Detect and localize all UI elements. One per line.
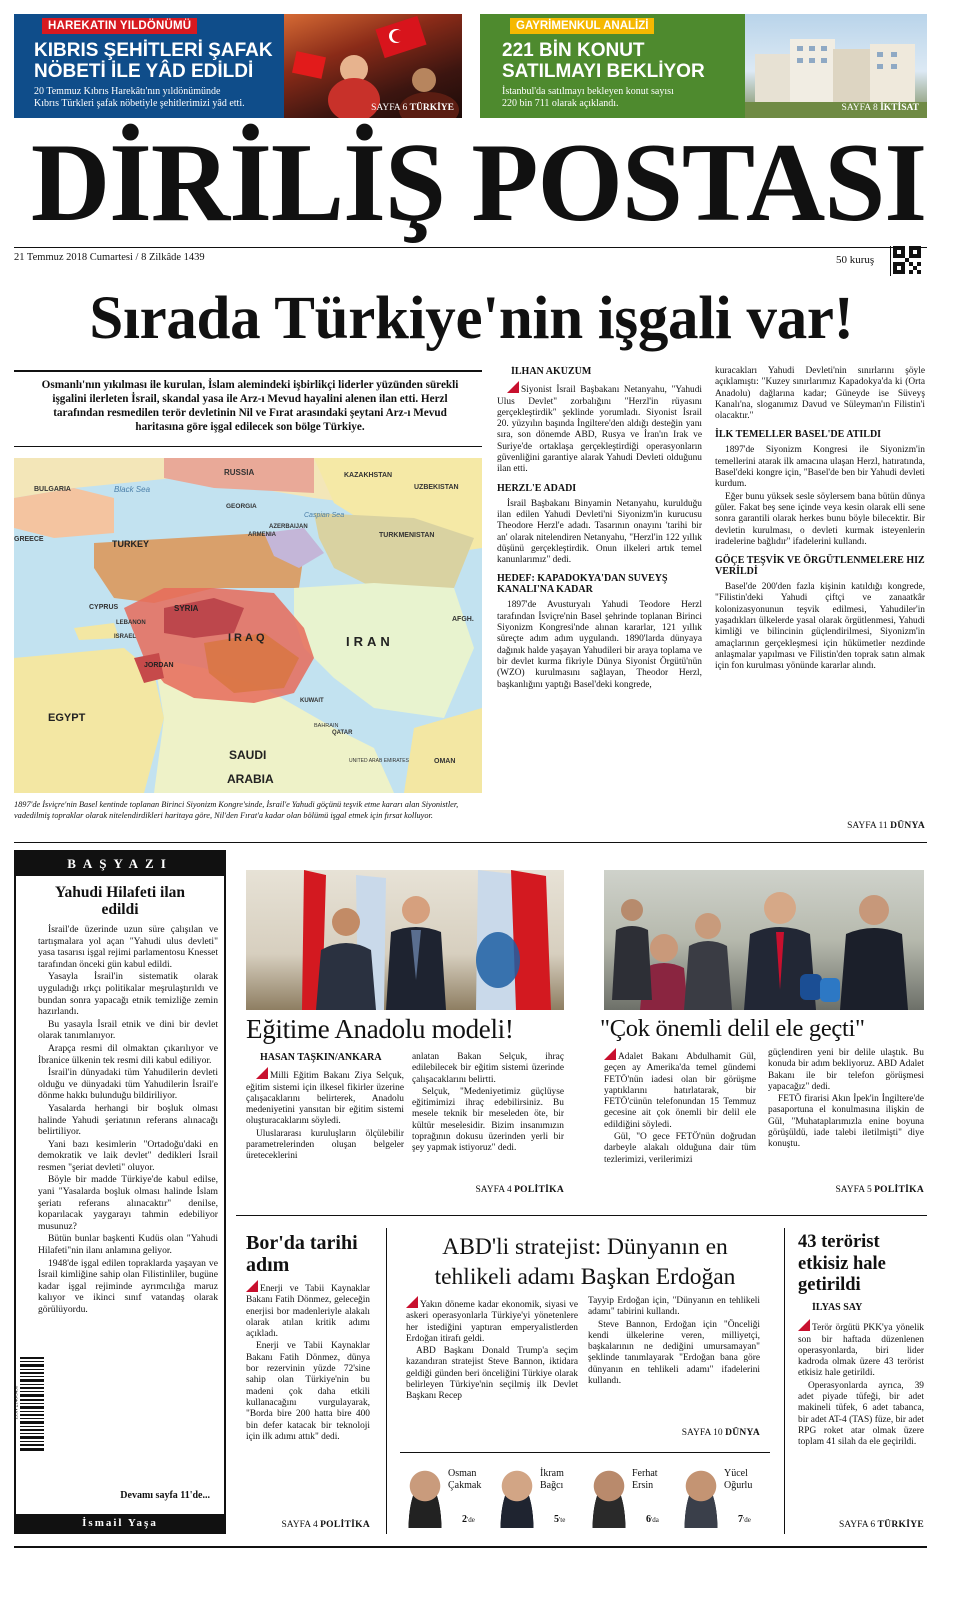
mid-divider — [236, 1215, 927, 1216]
story-marker-icon — [256, 1067, 268, 1079]
map-label-kazakhstan: KAZAKHSTAN — [344, 472, 393, 479]
editorial-paragraph: Yani bazı kesimlerin "Ortadoğu'daki en demokratik ve laik devlet" dedikleri İsrail resmen "şeriat devleti" oluyor. — [38, 1138, 218, 1173]
editorial-paragraph: Yasayla İsrail'in sistematik olarak uyguladığı ırkçı politikalar meşrulaştırıldı ve bundan sonra yapacağı etnik temizliğe zemin hazırlandı. — [38, 971, 218, 1018]
story-marker-icon — [246, 1280, 258, 1292]
editorial-paragraph: Böyle bir madde Türkiye'de kabul edilse, yani "Yasalarda boşluk olması halinde İslam şeriatı referans alınacaktır" denilse, koparılacak yaygarayı tahmin edebiliyor musunuz? — [38, 1174, 218, 1232]
lead-summary: Osmanlı'nın yıkılması ile kurulan, İslam alemindeki işbirlikçi liderler yüzünden sürekli işgalini ilerleten İsrail, skandal yasa ile Arz-ı Mevud hayalini alenen ilan etti. Herzl tarafından resmedilen terör devletinin Nil ve Fırat arasındaki şeytani Arz-ı Mevud haritasına göre işgal edilecek son bölge Türkiye. — [41, 379, 459, 433]
columnist-last-name: Oğurlu — [724, 1480, 753, 1491]
banner-right-ref: SAYFA 8 İKTİSAT — [841, 103, 919, 113]
strategist-title-line2: tehlikeli adamı Başkan Erdoğan — [434, 1264, 736, 1290]
columnist-first-name: Yücel — [724, 1468, 748, 1479]
lead-col1-p2: İsrail Başbakanı Binyamin Netanyahu, kurulduğu ilan edilen Yahudi Devleti'ni Siyonizm'in kurucusu Theodore Herzl'e adadı. Tasarının onayını 'tarihi bir an' olarak nitelendiren Netanyahu, "Herzl'in 122 yıllık düşünü gerçekleştirdik. Onun ilkeleri artık temel kanunlarımız" dedi. — [497, 498, 702, 566]
lead-col2-p3: Eğer bunu yüksek sesle söylersem bana bütün dünya güler. Fakat beş sene içinde veya kesin olarak elli sene sonra garantili olarak herkes bunu böyle bilecektir. Bir devletin kurulması, o devleti kurmak isteyenlerin iradelerine bağlıdır" ifadelerini kullandı. — [715, 491, 925, 547]
editorial-paragraph: İsrail'in dünyadaki tüm Yahudilerin devleti olduğu ve dünyadaki tüm Yahudilerin İsrail'e dönme hakkı bulunduğu bildiriliyor. — [38, 1067, 218, 1102]
boron-body — [246, 1280, 370, 1518]
map-label-azerbaijan: AZERBAIJAN — [269, 524, 308, 530]
main-headline: Sırada Türkiye'nin işgali var! — [89, 285, 854, 352]
columnist-ferhat-ersin[interactable] — [588, 1462, 680, 1532]
lead-author: İLHAN AKÜZÜM — [511, 366, 592, 377]
strategist-paragraph: Yakın döneme kadar ekonomik, siyasi ve askeri operasyonlarla Türkiye'yi yönetenlere her istediğini yaptıran emperyalistlerden Erdoğan itirafı geldi. — [406, 1300, 578, 1344]
map-label-turkey: TURKEY — [112, 539, 150, 549]
columnist-yucel-ogurlu[interactable] — [680, 1462, 772, 1532]
evidence-paragraph: Adalet Bakanı Abdulhamit Gül, geçen ay Amerika'da temel gündemi FETÖ'nün iadesi olan bir görüşme yaptıklarını hatırlatarak, bir FETÖ'cünün telefonundan 15 Temmuz gecesine ait çok önemli bir delil ele edildiğini söyledi. — [604, 1052, 756, 1130]
columnist-ikram-bagci[interactable] — [496, 1462, 588, 1532]
strategist-paragraph: Tayyip Erdoğan için, "Dünyanın en tehlikeli adamı" tabirini kullandı. — [588, 1296, 760, 1318]
avatar — [404, 1468, 446, 1528]
banner-right[interactable] — [480, 14, 927, 118]
barcode-text: ISSN 2146-9490 — [14, 1385, 20, 1420]
story-marker-icon — [798, 1319, 810, 1331]
columnist-page: 7 — [738, 1514, 743, 1525]
lead-article-col2 — [715, 366, 925, 821]
education-paragraph: Selçuk, "Medeniyetimiz güçlüyse eğitimimizi ihraç edebilirsiniz. Bu mesele teknik bir meseleden öte, bir kültür meselesidir. Bizim insanımızın toprağının dokusu üzerinden yerli bir şey yapmak istiyoruz" dedi. — [412, 1086, 564, 1154]
boron-paragraph: Enerji ve Tabii Kaynaklar Bakanı Fatih Dönmez, dünya bor rezervinin yüzde 72'sine sahip olan Türkiye'nin bu madeni çok daha etkili kullanacağını vurgulayarak, "Borda bire 200 hatta bire 400 bin defer katacak bir teknoloji için ilk adımı attık" dedi. — [246, 1341, 370, 1442]
evidence-photo — [604, 870, 924, 1010]
lead-col2-p1: kuracakları Yahudi Devleti'nin sınırlarını şöyle açıklamıştı: "Kuzey sınırlarımız Kapadokya'da ki (Orta Anadolu) dağlarına kadar; Güneyde ise Süveyş Kanalı'na, sloganımız Davud ve Süleyman'ın Filistin'i olacaktır." — [715, 366, 925, 422]
editorial-body — [38, 924, 218, 1484]
price: 50 kuruş — [836, 254, 875, 266]
columnist-page: 2 — [462, 1514, 467, 1525]
terror-body — [798, 1302, 924, 1518]
columnist-suffix: 'de — [743, 1516, 751, 1524]
map-label-russia: RUSSIA — [224, 468, 255, 477]
education-paragraph: Uluslararası kuruluşların ölçülebilir parametrelerinden oluşan belgeler üreteceklerini — [246, 1128, 404, 1162]
columnist-suffix: 'de — [467, 1516, 475, 1524]
map-label-bulgaria: BULGARIA — [34, 486, 71, 493]
map-label-cyprus: CYPRUS — [89, 604, 119, 611]
map-label-armenia: ARMENIA — [248, 532, 276, 538]
education-byline: HASAN TAŞKIN/ANKARA — [260, 1052, 382, 1063]
terror-paragraph: Terör örgütü PKK'ya yönelik son bir haftada düzenlenen operasyonlarda, biri lider kadroda olmak üzere 43 terörist etkisiz hale getirildi. — [798, 1323, 924, 1379]
lead-col2-p4: Basel'de 200'den fazla kişinin katıldığı kongrede, "Filistin'deki Yahudi çiftçi ve zanaatkâr kolonizasyonunun teşvik edilmesi, Yahudiler'in yaşadıkları ülkelerde yasal olarak örgütlenmesi, Yahudi kimliği ve bilincinin güçlendirilmesi, Siyonizm'in amaçlarının gerçekleşmesi için hükümetler nezdinde anlaşmalar yapılması ve Filistin'den toprak satın almak için fon kurulması yönünde kararlar alındı. — [715, 582, 925, 672]
section-divider — [14, 842, 927, 843]
banner-right-kicker: GAYRİMENKUL ANALİZİ — [510, 18, 654, 34]
strategist-col1 — [406, 1296, 578, 1442]
map-label-kuwait: KUWAIT — [300, 698, 324, 704]
terror-paragraph: Operasyonlarda ayrıca, 39 adet piyade tüfeği, bir adet makineli tüfek, 6 adet tabanca, bir adet AT-4 (TAS) füze, bir adet RPG roket atar olmak üzere toplam 41 silah da ele geçirildi. — [798, 1380, 924, 1448]
terror-title[interactable]: 43 terörist etkisiz hale getirildi — [798, 1232, 886, 1295]
map-caption: 1897'de İsviçre'nin Basel kentinde toplanan Birinci Siyonizm Kongre'sinde, İsrail'e Yahudi göçünü teşvik etme kararı alan Siyonistler, vadedilmiş topraklar olarak nitelendirdikleri haritaya göre, Nil'den Fırat'a kadar olan bölümü işgal etmek için fırsat kolluyor. — [14, 800, 459, 820]
editorial-paragraph: Arapça resmi dil olmaktan çıkarılıyor ve İbranice ülkenin tek resmi dili kabul ediliyor. — [38, 1042, 218, 1066]
education-photo — [246, 870, 564, 1010]
columnists-strip — [404, 1462, 772, 1532]
editorial-paragraph: Bütün bunlar başkenti Kudüs olan "Yahudi Hilafeti"nin ilanı anlamına geliyor. — [38, 1233, 218, 1257]
columnist-page: 6 — [646, 1514, 651, 1525]
boron-paragraph: Enerji ve Tabii Kaynaklar Bakanı Fatih Dönmez, geleceğin enerjisi bor madenleriyle alakalı olarak atılan kritik adımı açıkladı. — [246, 1284, 370, 1340]
columnist-page: 5 — [554, 1514, 559, 1525]
strategist-page-ref[interactable]: SAYFA 10 DÜNYA — [681, 1428, 760, 1438]
education-paragraph: Milli Eğitim Bakanı Ziya Selçuk, eğitim sistemi için ilkesel fikirler üzerine çalışacaklarını belirterek, Anadolu medeniyetini yansıtan bir eğitim sistemi oluşturacaklarını söyledi. — [246, 1071, 404, 1127]
strategist-title-line1: ABD'li stratejist: Dünyanın en — [442, 1234, 728, 1260]
israel-map-image — [14, 458, 482, 793]
map-label-uzbekistan: UZBEKISTAN — [414, 484, 459, 491]
banner-right-desc: İstanbul'da satılmayı bekleyen konut sayısı 220 bin 711 olarak açıklandı. — [502, 86, 674, 109]
evidence-col2 — [768, 1048, 924, 1182]
map-label-oman: OMAN — [434, 758, 456, 765]
banner-left[interactable] — [14, 14, 462, 118]
columnist-first-name: İkram — [540, 1468, 564, 1479]
map-label-black-sea: Black Sea — [114, 485, 151, 494]
editorial-author: İsmail Yaşa — [16, 1514, 224, 1532]
lead-page-ref[interactable]: SAYFA 11 DÜNYA — [847, 821, 925, 831]
banner-left-desc: 20 Temmuz Kıbrıs Harekâtı'nın yıldönümünde Kıbrıs Türkleri şafak nöbetiyle şehitlerimizi yâd etti. — [34, 86, 245, 109]
evidence-paragraph: FETÖ firarisi Akın İpek'in İngiltere'de pasaportuna el konulmasına ilişkin de Gül, "Muhataplarımızla enine boyuna görüşüldü, iade talebi iletilmişti" diye konuştu. — [768, 1094, 924, 1150]
banner-left-ref: SAYFA 6 TÜRKİYE — [371, 103, 454, 113]
map-label-georgia: GEORGIA — [226, 503, 257, 510]
lead-subhead-herzl: HERZL'E ADADI — [497, 482, 577, 494]
editorial-paragraph: 1948'de işgal edilen topraklarda yaşayan ve İsrail kimliğine sahip olan Filistinliler, bugüne kadar işgal rejiminde ayrımcılığa maruz kalıyor ve ikinci sınıf vatandaş olarak görülüyordu. — [38, 1257, 218, 1315]
map-label-iraq: IRAQ — [228, 632, 268, 644]
lead-col1-p1: Siyonist İsrail Başbakanı Netanyahu, "Yahudi Ulus Devlet" zorbalığını "Herzl'in rüyasını gerçekleştirdik" şeklinde yorumladı. Siyonist İsrail 20. yüzyılın başında İngiltere'den aldığı desteğin yanı sıra, son dönemde ABD, Rusya ve İran'ın Irak ve Suriye'de ortaklaşa gerçekleştirdiği operasyonların güvenliğini garantiye alarak Yahudi Devleti olduğunu ilan etti. — [497, 385, 702, 475]
evidence-title[interactable]: "Çok önemli delil ele geçti" — [600, 1015, 865, 1042]
map-label-caspian: Caspian Sea — [304, 512, 345, 519]
qr-code-icon — [890, 246, 920, 276]
strategist-paragraph: ABD Başkanı Donald Trump'a seçim kazandıran stratejist Steve Bannon, iktidara geldiği günden beri önceliğini Türkiye olarak belirleyen Türkiye'nin seçilmiş ilk Devlet Başkanı Recep — [406, 1346, 578, 1402]
map-label-jordan: JORDAN — [144, 662, 174, 669]
story-marker-icon — [604, 1048, 616, 1060]
boron-title[interactable]: Bor'da tarihi adım — [246, 1232, 358, 1276]
columnist-first-name: Osman — [448, 1468, 477, 1479]
map-label-lebanon: LEBANON — [116, 620, 146, 626]
editorial-label: BAŞYAZI — [16, 852, 224, 876]
map-label-syria: SYRIA — [174, 604, 199, 613]
education-paragraph: anlatan Bakan Selçuk, ihraç edilebilecek bir eğitim sistemi üzerinde çalışacaklarını belirtti. — [412, 1052, 564, 1085]
lead-bottom-rule — [14, 446, 482, 447]
issue-date: 21 Temmuz 2018 Cumartesi / 8 Zilkâde 1439 — [14, 252, 205, 263]
map-label-uae: UNITED ARAB EMIRATES — [349, 758, 409, 764]
evidence-page-ref[interactable]: SAYFA 5 POLİTİKA — [835, 1185, 924, 1195]
lead-article-col1 — [497, 366, 702, 836]
strategist-paragraph: Steve Bannon, Erdoğan için "Önceliği kendi ülkelerine veren, milliyetçi, başkalarının ne dediğini umursamayan" şeklinde tanımlayarak "Erdoğan bana göre dünyanın en tehlikeli adamı" ifadelerini kullandı. — [588, 1319, 760, 1387]
map-label-turkmenistan: TURKMENISTAN — [379, 532, 435, 539]
page-bottom-rule — [14, 1546, 927, 1548]
map-label-israel: ISRAEL — [114, 634, 137, 640]
terror-page-ref[interactable]: SAYFA 6 TÜRKİYE — [838, 1520, 924, 1530]
columnist-last-name: Ersin — [632, 1480, 654, 1491]
strategist-title[interactable] — [400, 1232, 770, 1292]
story-marker-icon — [507, 381, 519, 393]
boron-right-rule — [386, 1228, 387, 1534]
columnist-suffix: 'te — [559, 1516, 566, 1524]
map-label-arabia: ARABIA — [227, 772, 274, 786]
lead-col1-p3: 1897'de Avusturyalı Yahudi Teodore Herzl tarafından İsviçre'nin Basel şehrinde toplanan Birinci Siyonizm Kongresi'nde alınan kararlar, 121 yıllık süreçte adım adım uygulandı. 1890'larda dünyaya dağınık halde yaşayan Yahudileri bir araya toplama ve bir devlet kurma fikriyle Dünya Siyonist Örgütü'nün (WZO) kurulmasını sağlayan, Theodor Herzl, başkanlığını yaptığı Basel'deki kongrede, — [497, 600, 702, 690]
editorial-paragraph: Bu yasayla İsrail etnik ve dini bir devlet olarak tanımlanıyor. — [38, 1018, 218, 1042]
map-label-saudi: SAUDI — [229, 748, 267, 762]
columnist-osman-cakmak[interactable] — [404, 1462, 496, 1532]
lead-subhead-basel: İLK TEMELLER BASEL'DE ATILDI — [715, 429, 882, 441]
banner-right-title: 221 BİN KONUT SATILMAYI BEKLİYOR — [502, 40, 705, 82]
education-page-ref[interactable]: SAYFA 4 POLİTİKA — [475, 1185, 564, 1195]
education-col2 — [412, 1052, 564, 1182]
avatar — [680, 1468, 722, 1528]
map-label-iran: IRAN — [346, 634, 394, 649]
evidence-paragraph: güçlendiren yeni bir delile ulaştık. Bu konuda bir adım bekliyoruz. ABD Adalet Bakanı ile bir telefon görüşmesi yapacağız" dedi. — [768, 1048, 924, 1092]
banner-left-kicker: HAREKATIN YILDÖNÜMÜ — [42, 18, 197, 34]
education-col1 — [246, 1052, 404, 1192]
columnist-last-name: Bağcı — [540, 1480, 564, 1491]
editorial-continued-link[interactable]: Devamı sayfa 11'de... — [120, 1490, 210, 1501]
education-title[interactable]: Eğitime Anadolu modeli! — [246, 1014, 514, 1044]
lead-top-rule — [14, 370, 482, 372]
avatar — [588, 1468, 630, 1528]
terror-left-rule — [784, 1228, 785, 1534]
editorial-paragraph: Yasalarda herhangi bir boşluk olması halinde Yahudi şeriatının referans alınacağı belirtiliyor. — [38, 1102, 218, 1138]
avatar — [496, 1468, 538, 1528]
map-label-egypt: EGYPT — [48, 712, 86, 724]
banner-left-title: KIBRIS ŞEHİTLERİ ŞAFAK NÖBETİ İLE YÂD EDİLDİ — [34, 40, 273, 82]
map-label-greece: GREECE — [14, 536, 44, 543]
terror-author: İLYAS SAY — [812, 1302, 863, 1313]
lead-subhead-goc: GÖÇE TEŞVİK VE ÖRGÜTLENMELERE HIZ VERİLDİ — [715, 555, 925, 578]
editorial-box — [14, 850, 226, 1534]
strategist-col2 — [588, 1296, 760, 1430]
story-marker-icon — [406, 1296, 418, 1308]
lead-subhead-hedef: HEDEF: KAPADOKYA'DAN SUVEYŞ KANALI'NA KADAR — [497, 573, 668, 596]
map-label-bahrain: BAHRAIN — [314, 723, 339, 729]
map-label-afghanistan: AFGH. — [452, 616, 474, 623]
evidence-paragraph: Gül, "O gece FETÖ'nün doğrudan darbeyle alakalı olduğuna dair tüm tezlerimizi, verilerimizi — [604, 1132, 756, 1165]
masthead-title: DİRİLİŞ POSTASI — [30, 121, 927, 245]
map-label-qatar: QATAR — [332, 730, 353, 736]
columnist-suffix: 'da — [651, 1516, 659, 1524]
editorial-title: Yahudi Hilafeti ilan edildi — [54, 884, 186, 918]
columnists-top-rule — [400, 1452, 770, 1453]
editorial-paragraph: İsrail'de üzerinde uzun süre çalışılan ve tartışmalara yol açan "Yahudi ulus devleti" yasa tasarısı işgal rejimi parlamentosu Knesset tarafından önceki gün kabul edildi. — [38, 924, 218, 970]
lead-col2-p2: 1897'de Siyonizm Kongresi ile Siyonizm'in temellerini atarak ilk amacına ulaşan Herzl, hatıratında, Basel'deki kongre için, "Basel'de ben bir Yahudi devleti kurdum. — [715, 445, 925, 490]
boron-page-ref[interactable]: SAYFA 4 POLİTİKA — [281, 1520, 370, 1530]
columnist-first-name: Ferhat — [632, 1468, 658, 1479]
columnist-last-name: Çakmak — [448, 1480, 482, 1491]
masthead-rule — [14, 247, 927, 248]
evidence-col1 — [604, 1048, 756, 1194]
